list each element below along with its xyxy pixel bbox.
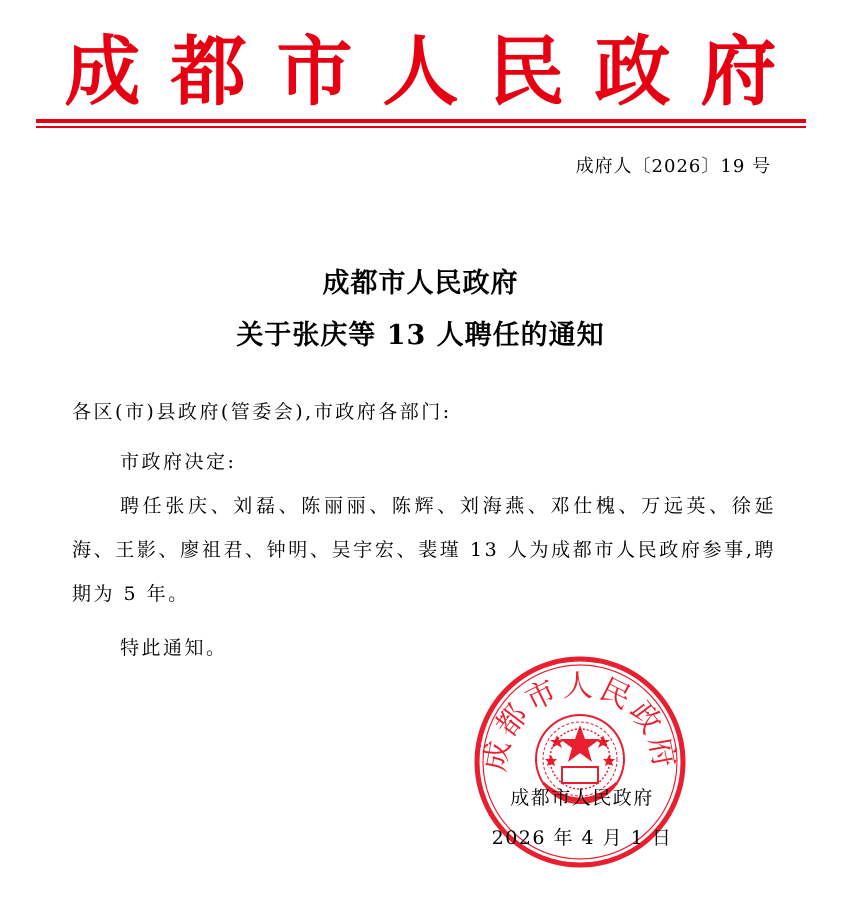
seal-text: 成都市人民政府 xyxy=(477,668,683,775)
document-title-line1: 成都市人民政府 xyxy=(322,268,519,299)
masthead-red-rule-thick xyxy=(36,119,806,123)
salutation: 各区(市)县政府(管委会),市政府各部门: xyxy=(72,401,452,423)
decision-paragraph: 市政府决定: xyxy=(120,451,237,473)
signature-org: 成都市人民政府 xyxy=(510,787,654,809)
document-title-line2: 关于张庆等 13 人聘任的通知 xyxy=(236,320,605,351)
document-number: 成府人〔2026〕19 号 xyxy=(575,156,771,177)
closing-paragraph: 特此通知。 xyxy=(120,637,228,659)
masthead-red-rule-thin xyxy=(36,126,806,128)
masthead-title: 成都市人民政府 xyxy=(64,27,807,116)
appointment-paragraph: 聘任张庆、刘磊、陈丽丽、陈辉、刘海燕、邓仕槐、万远英、徐延海、王影、廖祖君、钟明、吴宇宏、裴瑾 13 人为成都市人民政府参事,聘期为 5 年。 xyxy=(72,495,776,605)
signature-date: 2026 年 4 月 1 日 xyxy=(491,827,673,849)
